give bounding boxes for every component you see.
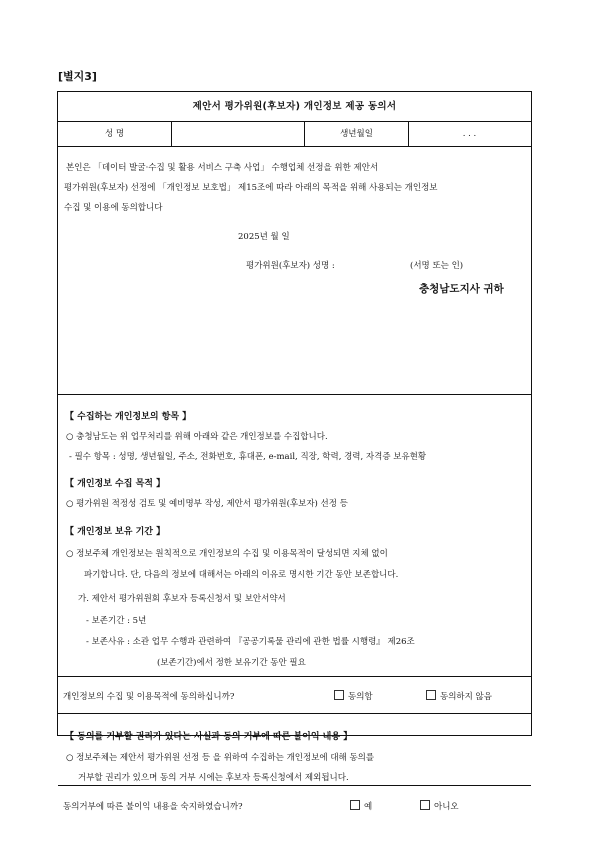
birth-field[interactable]: . . . [462,129,477,139]
consent-line-3: 수집 및 이용에 동의합니다 [64,203,163,213]
disagree-checkbox[interactable] [426,690,436,700]
items-line-1: ○ 충청남도는 위 업무처리를 위해 아래와 같은 개인정보를 수집합니다. [66,432,328,442]
no-option[interactable] [420,800,459,812]
agree-label: 동의함 [348,692,373,702]
consent-line-1: 본인은 「데이터 발굴·수집 및 활용 서비스 구축 사업」 수행업체 선정을 위한 제안서 [66,163,379,173]
purpose-line: ○ 평가위원 적정성 검토 및 예비명부 작성, 제안서 평가위원(후보자) 선정 등 [66,499,348,509]
attachment-label: [별지3] [58,70,97,83]
refusal-section [58,714,531,786]
consent-line-2: 평가위원(후보자) 선정에 「개인정보 보호법」 제15조에 따라 아래의 목적을 위해 사용되는 개인정보 [64,183,438,193]
question-consent [58,677,531,714]
purpose-header: 【 개인정보 수집 목적 】 [65,479,166,489]
retention-period: - 보존기간 : 5년 [86,616,147,626]
name-label: 성 명 [58,122,172,146]
refusal-line-2: 거부할 권리가 있으며 동의 거부 시에는 후보자 등록신청에서 제외됩니다. [78,773,349,783]
yes-checkbox[interactable] [350,800,360,810]
no-checkbox[interactable] [420,800,430,810]
retention-line-1: ○ 정보주체 개인정보는 원칙적으로 개인정보의 수집 및 이용목적이 달성되면 지체 없이 [66,549,388,559]
retention-item: 가. 제안서 평가위원회 후보자 등록신청서 및 보안서약서 [78,594,286,604]
retention-reason-2: (보존기간)에서 정한 보유기간 동안 필요 [157,658,306,668]
yes-option[interactable] [350,800,372,812]
items-line-2: - 필수 항목 : 성명, 생년월일, 주소, 전화번호, 휴대폰, e-mail, 직장, 학력, 경력, 자격증 보유현황 [69,452,427,462]
birth-label: 생년월일 [305,122,409,146]
yes-label: 예 [364,802,373,812]
retention-header: 【 개인정보 보유 기간 】 [65,527,166,537]
agree-option[interactable] [334,690,373,702]
refusal-line-1: ○ 정보주체는 제안서 평가위원 선정 등 을 위하여 수집하는 개인정보에 대해 동의를 [66,753,375,763]
question-consent-text: 개인정보의 수집 및 이용목적에 동의하십니까? [63,692,235,702]
sign-hint: (서명 또는 인) [410,261,464,271]
question-refusal-text: 동의거부에 따른 불이익 내용을 숙지하였습니까? [63,802,243,812]
consent-date: 2025년 월 일 [238,232,290,242]
disagree-option[interactable] [426,690,492,702]
disagree-label: 동의하지 않음 [440,692,492,702]
info-sections [58,395,531,677]
name-field[interactable] [172,122,305,146]
signer-label: 평가위원(후보자) 성명 : [246,261,335,271]
no-label: 아니오 [434,802,459,812]
retention-line-2: 파기합니다. 단, 다음의 정보에 대해서는 아래의 이유로 명시한 기간 동안 보존합니다. [84,570,399,580]
refusal-header: 【 동의를 거부할 권리가 있다는 사실과 동의 거부에 따른 불이익 내용 】 [65,732,353,742]
form-title: 제안서 평가위원(후보자) 개인정보 제공 동의서 [58,92,531,122]
consent-statement [58,147,531,395]
consent-form [57,91,532,812]
addressee: 충청남도지사 귀하 [419,283,504,295]
agree-checkbox[interactable] [334,690,344,700]
info-row [58,122,531,147]
retention-reason-1: - 보존사유 : 소관 업무 수행과 관련하여 『공공기록물 관리에 관한 법률 시행령』 제26조 [86,637,415,647]
items-header: 【 수집하는 개인정보의 항목 】 [65,412,192,422]
